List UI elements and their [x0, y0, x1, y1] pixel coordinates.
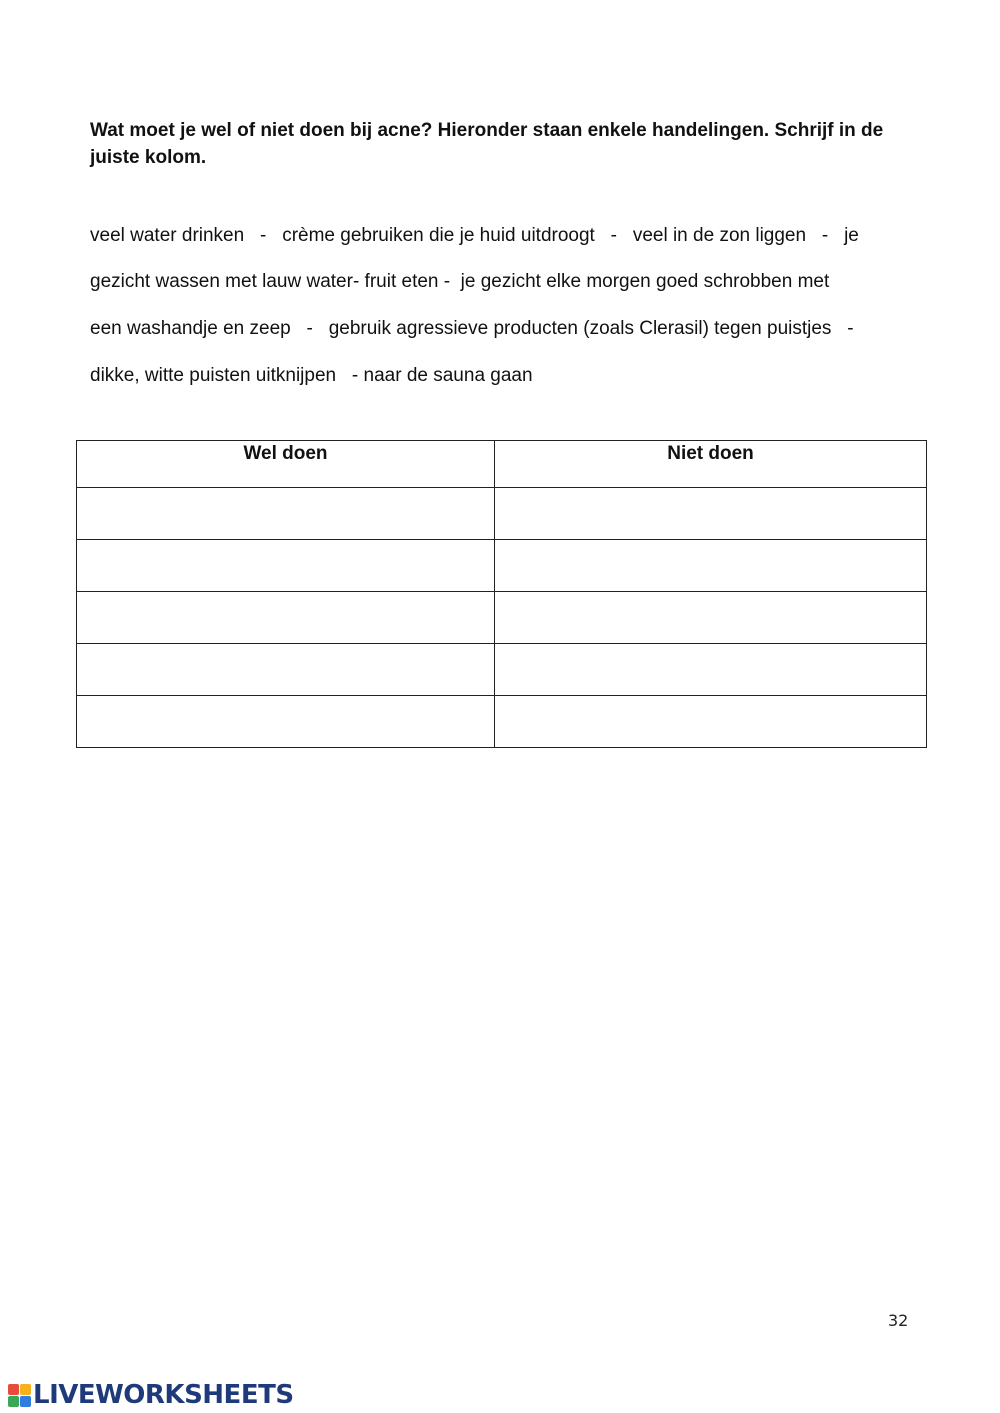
answer-cell-niet[interactable] [495, 592, 927, 644]
header-wel-doen: Wel doen [77, 441, 495, 488]
answer-cell-wel[interactable] [77, 696, 495, 748]
header-niet-doen: Niet doen [495, 441, 927, 488]
answer-table [76, 440, 927, 748]
logo-text: LIVEWORKSHEETS [33, 1380, 294, 1410]
word-bank-line-2: gezicht wassen met lauw water- fruit eten - je gezicht elke morgen goed schrobben met [90, 271, 830, 292]
logo-block [8, 1384, 19, 1395]
table-row [77, 592, 927, 644]
answer-cell-wel[interactable] [77, 644, 495, 696]
answer-cell-niet[interactable] [495, 696, 927, 748]
answer-cell-niet[interactable] [495, 540, 927, 592]
table-row [77, 540, 927, 592]
logo-block [20, 1396, 31, 1407]
logo-block [8, 1396, 19, 1407]
logo-block [20, 1384, 31, 1395]
answer-cell-niet[interactable] [495, 644, 927, 696]
answer-cell-niet[interactable] [495, 488, 927, 540]
question-text: Wat moet je wel of niet doen bij acne? Hieronder staan enkele handelingen. Schrijf in de juiste kolom. [90, 120, 884, 168]
table-row [77, 644, 927, 696]
table-row [77, 696, 927, 748]
answer-cell-wel[interactable] [77, 540, 495, 592]
logo-blocks-icon [8, 1384, 31, 1407]
page-number: 32 [888, 1311, 909, 1330]
word-bank-line-3: een washandje en zeep - gebruik agressieve producten (zoals Clerasil) tegen puistjes - [90, 318, 854, 339]
word-bank-line-4: dikke, witte puisten uitknijpen - naar de sauna gaan [90, 365, 533, 386]
table-header-row [77, 441, 927, 488]
table-row [77, 488, 927, 540]
answer-cell-wel[interactable] [77, 592, 495, 644]
answer-cell-wel[interactable] [77, 488, 495, 540]
liveworksheets-logo[interactable] [8, 1381, 294, 1409]
word-bank-line-1: veel water drinken - crème gebruiken die je huid uitdroogt - veel in de zon liggen - je [90, 225, 859, 246]
